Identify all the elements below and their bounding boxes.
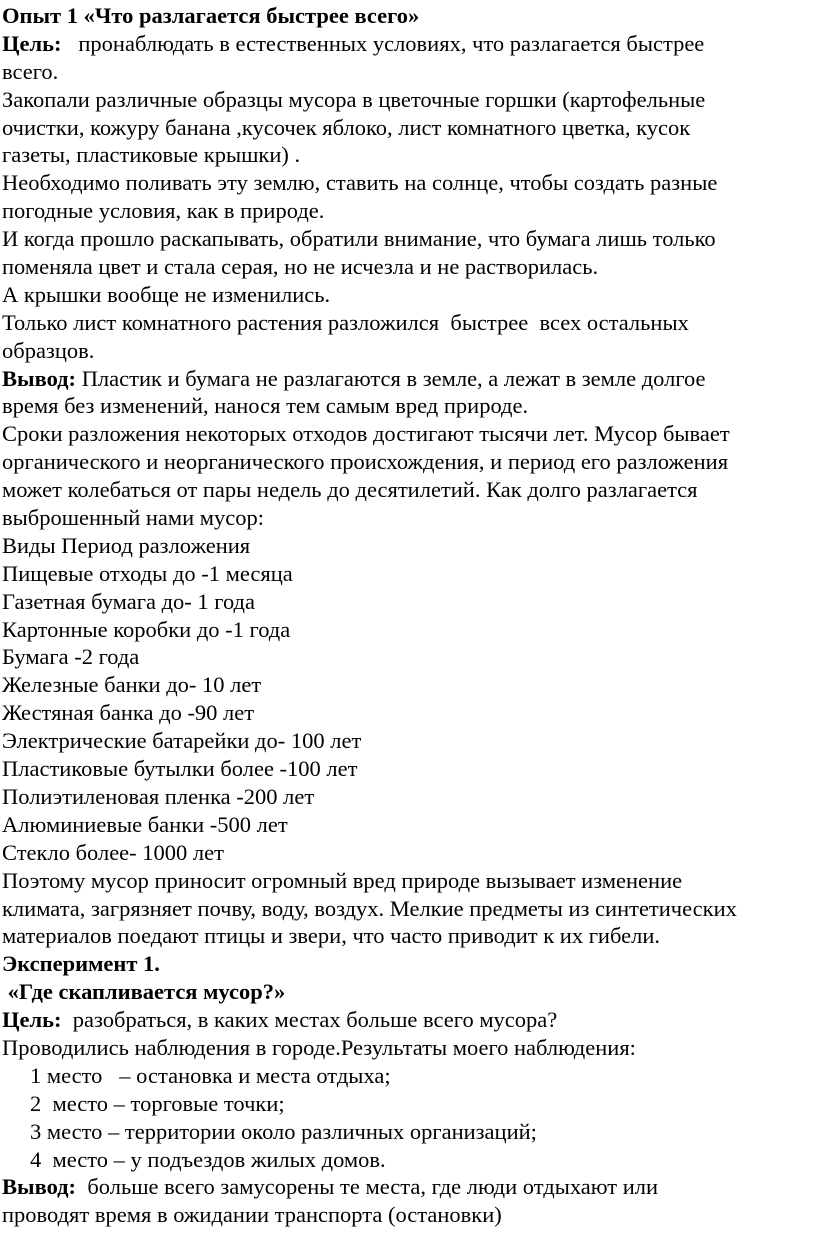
paragraph-line: Сроки разложения некоторых отходов достигают тысячи лет. Мусор бывает — [2, 421, 730, 447]
decomposition-list-item: Пластиковые бутылки более -100 лет — [2, 756, 358, 782]
decomposition-list-item: Электрические батарейки до- 100 лет — [2, 728, 362, 754]
goal-2-label: Цель: — [2, 1007, 62, 1033]
paragraph-line: Необходимо поливать эту землю, ставить на солнце, чтобы создать разные — [2, 170, 718, 196]
conclusion-text: Пластик и бумага не разлагаются в земле, а лежат в земле долгое — [76, 365, 706, 391]
decomposition-list-item: Стекло более- 1000 лет — [2, 839, 224, 865]
paragraph-line: газеты, пластиковые крышки) . — [2, 142, 301, 168]
goal-line — [0, 30, 816, 58]
paragraph-line: Закопали различные образцы мусора в цветочные горшки (картофельные — [2, 86, 706, 112]
paragraph-line: очистки, кожуру банана ,кусочек яблоко, лист комнатного цветка, кусок — [2, 114, 691, 140]
conclusion-2-text-continued: проводят время в ожидании транспорта (остановки) — [2, 1202, 502, 1228]
goal-2-line — [0, 1006, 816, 1034]
paragraph-line: материалов поедают птицы и звери, что часто приводит к их гибели. — [2, 923, 660, 949]
conclusion-2-label: Вывод: — [2, 1174, 77, 1200]
conclusion-line — [0, 365, 816, 393]
paragraph-line: выброшенный нами мусор: — [2, 505, 265, 531]
paragraph-line: органического и неорганического происхождения, и период его разложения — [2, 449, 729, 475]
paragraph-line: погодные условия, как в природе. — [2, 198, 325, 224]
paragraph-line: Поэтому мусор приносит огромный вред природе вызывает изменение — [2, 867, 683, 893]
goal-text-continued: всего. — [2, 58, 59, 84]
experiment-2-title: Эксперимент 1. — [2, 951, 160, 977]
experiment-1-title: Опыт 1 «Что разлагается быстрее всего» — [2, 3, 420, 28]
goal-text: пронаблюдать в естественных условиях, что разлагается быстрее — [61, 30, 705, 56]
experiment-2-subtitle: «Где скапливается мусор?» — [2, 979, 286, 1005]
place-list-item: 3 место – территории около различных организаций; — [30, 1118, 537, 1144]
paragraph-line: Только лист комнатного растения разложился быстрее всех остальных — [2, 309, 689, 335]
conclusion-label: Вывод: — [2, 365, 77, 391]
goal-2-text: разобраться, в каких местах больше всего мусора? — [61, 1007, 558, 1033]
decomposition-list-item: Пищевые отходы до -1 месяца — [2, 560, 293, 586]
paragraph-line: А крышки вообще не изменились. — [2, 281, 331, 307]
observation-intro: Проводились наблюдения в городе.Результаты моего наблюдения: — [2, 1034, 636, 1060]
conclusion-2-text: больше всего замусорены те места, где люди отдыхают или — [76, 1174, 659, 1200]
place-list-item: 2 место – торговые точки; — [30, 1090, 285, 1116]
decomposition-list-header: Виды Период разложения — [2, 532, 251, 558]
paragraph-line: И когда прошло раскапывать, обратили внимание, что бумага лишь только — [2, 226, 716, 252]
decomposition-list-item: Жестяная банка до -90 лет — [2, 700, 255, 726]
paragraph-line: может колебаться от пары недель до десятилетий. Как долго разлагается — [2, 477, 698, 503]
paragraph-line: климата, загрязняет почву, воду, воздух. Мелкие предметы из синтетических — [2, 895, 737, 921]
decomposition-list-item: Бумага -2 года — [2, 644, 140, 670]
decomposition-list-item: Полиэтиленовая пленка -200 лет — [2, 783, 315, 809]
conclusion-2-line — [0, 1173, 816, 1201]
decomposition-list-item: Железные банки до- 10 лет — [2, 672, 262, 698]
decomposition-list-item: Алюминиевые банки -500 лет — [2, 811, 288, 837]
decomposition-list-item: Картонные коробки до -1 года — [2, 616, 291, 642]
paragraph-line: образцов. — [2, 337, 95, 363]
conclusion-text-continued: время без изменений, нанося тем самым вред природе. — [2, 393, 529, 419]
goal-label: Цель: — [2, 30, 62, 56]
decomposition-list-item: Газетная бумага до- 1 года — [2, 588, 255, 614]
paragraph-line: поменяла цвет и стала серая, но не исчезла и не растворилась. — [2, 254, 599, 280]
place-list-item: 1 место – остановка и места отдыха; — [30, 1062, 391, 1088]
place-list-item: 4 место – у подъездов жилых домов. — [30, 1146, 386, 1172]
